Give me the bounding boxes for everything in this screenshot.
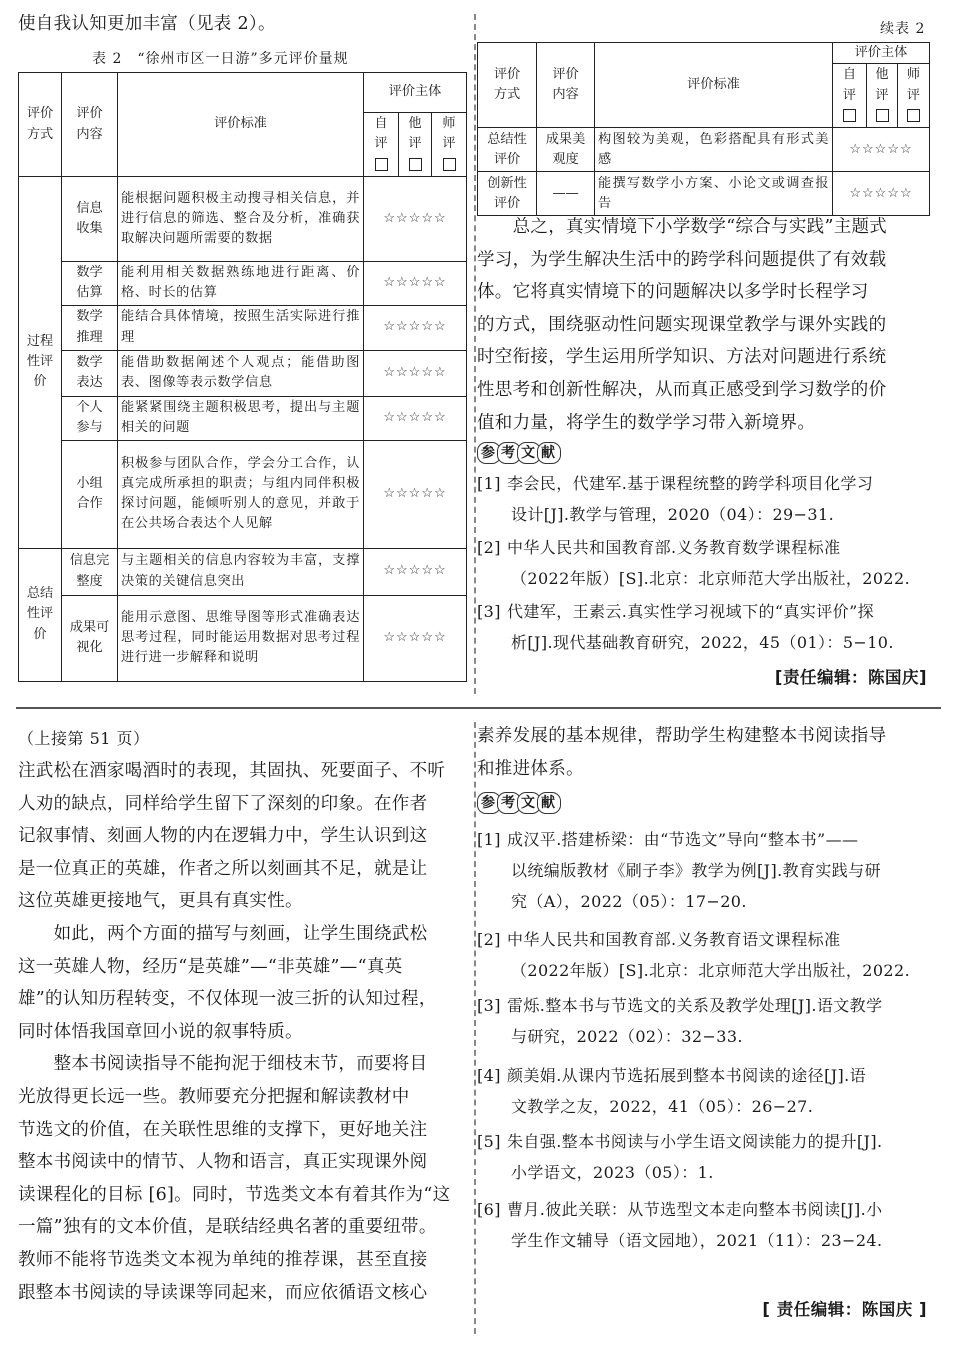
row-standard: 能借助数据阐述个人观点；能借助图表、图像等表示数学信息 [118,350,364,396]
top-left-first-line: 使自我认知更加丰富（见表 2）。 [18,14,276,34]
ref-line: 小学语文，2023（05）：1. [511,1163,714,1182]
ref-line: 学生作文辅导（语文园地），2021（11）：23−24. [511,1231,883,1250]
row-stars: ☆☆☆☆☆ [364,262,467,306]
ref-title-char: 参 [477,792,501,814]
header-standard: 评价标准 [595,43,833,128]
header-self: 自 评 [842,67,857,103]
row-standard: 能利用相关数据熟练地进行距离、价格、时长的估算 [118,262,364,306]
row-content: 数学 推理 [62,305,118,350]
header-content: 评价 内容 [537,43,595,128]
row-method: 创新性 评价 [478,172,537,216]
ref-number: [2] [477,538,501,557]
row-standard: 能紧紧围绕主题积极思考，提出与主题相关的问题 [118,396,364,440]
self-checkbox[interactable] [843,109,856,122]
reference-item [477,532,910,594]
ref-line: 颜美娟.从课内节选拓展到整本书阅读的途径[J].语 [507,1066,867,1085]
ref-number: [1] [477,830,501,849]
peer-checkbox[interactable] [409,158,422,171]
header-peer: 他 评 [408,116,422,152]
ref-title-char: 参 [477,442,501,464]
ref-number: [3] [477,996,501,1015]
reference-item [477,1060,866,1122]
row-content: 数学 估算 [62,262,118,306]
ref-line: 以统编版教材《刷子李》教学为例[J].教育实践与研 [511,861,881,880]
article-text-continued: 素养发展的基本规律，帮助学生构建整本书阅读指导 和推进体系。 [477,726,887,779]
ref-title-char: 献 [537,792,561,814]
continue-label: 续表 2 [880,21,926,37]
row-standard: 构图较为美观，色彩搭配具有形式美感 [595,128,833,172]
row-stars: ☆☆☆☆☆ [364,440,467,548]
reference-item [477,468,873,530]
ref-title-char: 考 [497,442,521,464]
ref-number: [5] [477,1132,501,1151]
evaluation-table-continued [477,42,930,216]
row-standard: 与主题相关的信息内容较为丰富，支撑决策的关键信息突出 [118,548,364,595]
column-divider-bottom [474,722,476,1334]
header-method: 评价 方式 [478,43,537,128]
references-heading [477,442,557,464]
header-peer: 他 评 [875,67,889,103]
ref-line: 成汉平.搭建桥梁：由“节选文”导向“整本书”—— [507,830,859,849]
row-standard: 能根据问题积极主动搜寻相关信息，并进行信息的筛选、整合及分析，准确获取解决问题所需要的数据 [118,177,364,262]
reference-item [477,990,882,1052]
row-stars: ☆☆☆☆☆ [364,305,467,350]
reference-item [477,1194,883,1256]
teacher-checkbox[interactable] [443,158,456,171]
header-content: 评价 内容 [62,73,118,177]
header-subject: 评价主体 [364,73,467,113]
row-method: 总结性 评价 [478,128,537,172]
ref-title-char: 考 [497,792,521,814]
ref-number: [4] [477,1066,501,1085]
row-standard: 能用示意图、思维导图等形式准确表达思考过程，同时能运用数据对思考过程进行进一步解释和说明 [118,595,364,681]
ref-number: [3] [477,602,501,621]
row-stars: ☆☆☆☆☆ [833,172,930,216]
ref-number: [6] [477,1200,501,1219]
ref-title-char: 文 [517,792,541,814]
ref-line: 曹月.彼此关联：从节选型文本走向整本书阅读[J].小 [507,1200,883,1219]
row-content: 成果可 视化 [62,595,118,681]
column-divider-top [474,14,476,694]
evaluation-table [18,72,467,682]
row-content: 个人 参与 [62,396,118,440]
ref-line: （2022年版）[S].北京：北京师范大学出版社，2022. [511,569,911,588]
ref-line: 究（A），2022（05）：17−20. [511,892,747,911]
header-self: 自 评 [374,116,388,152]
ref-line: 李会民，代建军.基于课程统整的跨学科项目化学习 [507,474,874,493]
peer-checkbox[interactable] [876,109,889,122]
ref-line: 设计[J].教学与管理，2020（04）：29−31. [511,505,835,524]
ref-line: 析[J].现代基础教育研究，2022，45（01）：5−10. [511,633,894,652]
editor-credit: [责任编辑：陈国庆] [774,668,927,687]
header-teacher: 师 评 [442,116,456,152]
row-content: 小组 合作 [62,440,118,548]
summary-paragraph: 总之，真实情境下小学数学“综合与实践”主题式 学习，为学生解决生活中的跨学科问题提供了有效载 体。它将真实情境下的问题解决以多学时长程学习 的方式，围绕驱动性问题实现课堂教学与课外实践的 时空衔接，学生运用所学知识、方法对问题进行系统 性思考和创新性解决，从而真正感受到学习数学的价 值和力量，将学生的数学学习带入新境界。 [477,217,888,433]
teacher-checkbox[interactable] [907,109,920,122]
row-content: 数学 表达 [62,350,118,396]
row-content: —— [537,172,595,216]
continued-from: （上接第 51 页） [18,729,150,748]
row-standard: 能结合具体情境，按照生活实际进行推理 [118,305,364,350]
ref-line: 雷烁.整本书与节选文的关系及教学处理[J].语文教学 [507,996,883,1015]
editor-credit: [ 责任编辑：陈国庆 ] [762,1300,927,1319]
row-stars: ☆☆☆☆☆ [364,177,467,262]
ref-line: 中华人民共和国教育部.义务教育数学课程标准 [507,538,841,557]
ref-line: （2022年版）[S].北京：北京师范大学出版社，2022. [511,961,911,980]
header-method: 评价 方式 [19,73,62,177]
row-standard: 积极参与团队合作，学会分工合作，认真完成所承担的职责；与组内同伴积极探讨问题，能倾听别人的意见，并敢于在公共场合表达个人见解 [118,440,364,548]
ref-line: 文教学之友，2022，41（05）：26−27. [511,1097,814,1116]
row-standard: 能撰写数学小方案、小论文或调查报告 [595,172,833,216]
header-standard: 评价标准 [118,73,364,177]
row-stars: ☆☆☆☆☆ [833,128,930,172]
row-content: 信息 收集 [62,177,118,262]
row-stars: ☆☆☆☆☆ [364,548,467,595]
ref-line: 朱自强.整本书阅读与小学生语文阅读能力的提升[J]. [507,1132,883,1151]
row-stars: ☆☆☆☆☆ [364,595,467,681]
reference-item [477,1126,882,1188]
ref-line: 中华人民共和国教育部.义务教育语文课程标准 [507,930,841,949]
ref-title-char: 献 [537,442,561,464]
header-teacher: 师 评 [906,67,921,103]
ref-number: [2] [477,930,501,949]
row-content: 成果美 观度 [537,128,595,172]
ref-line: 代建军，王素云.真实性学习视域下的“真实评价”探 [507,602,875,621]
ref-line: 与研究，2022（02）：32−33. [511,1027,743,1046]
ref-number: [1] [477,474,501,493]
header-subject: 评价主体 [833,43,930,64]
group-method: 总结 性评 价 [19,548,62,681]
references-heading [477,792,557,814]
reference-item [477,596,894,658]
self-checkbox[interactable] [375,158,388,171]
row-stars: ☆☆☆☆☆ [364,396,467,440]
row-content: 信息完 整度 [62,548,118,595]
section-divider [16,707,941,709]
article-text: 注武松在酒家喝酒时的表现，其固执、死要面子、不听 人劝的缺点，同样给学生留下了深刻的印象。在作者 记叙事情、刻画人物的内在逻辑力中，学生认识到这 是一位真正的英雄，作者之所以刻画其不足，就是让 这位英雄更接地气，更具有真实性。 如此，两个方面的描写与刻画，让学生围绕武松 这一英雄人物，经历“是英雄”—“非英雄”—“真英 雄”的认知历程转变，不仅体现一波三折的认知过程， 同时体悟我国章回小说的叙事特质。 整本书阅读指导不能拘泥于细枝末节，而要将目 光放得更长远一些。教师要充分把握和解读教材中 节选文的价值，在关联性思维的支撑下，更好地关注 整本书阅读中的情节、人物和语言，真正实现课外阅 读课程化的目标 [6]。同时，节选类文本有着其作为“这 一篇”独有的文本价值，是联结经典名著的重要纽带。 教师不能将节选类文本视为单纯的推荐课，甚至直接 跟整本书阅读的导读课等同起来，而应依循语文核心 [18,761,451,1303]
group-method: 过程 性评 价 [19,177,62,549]
table-caption: 表 2 “徐州市区一日游”多元评价量规 [92,51,349,67]
reference-item [477,824,881,917]
row-stars: ☆☆☆☆☆ [364,350,467,396]
reference-item [477,924,910,986]
ref-title-char: 文 [517,442,541,464]
